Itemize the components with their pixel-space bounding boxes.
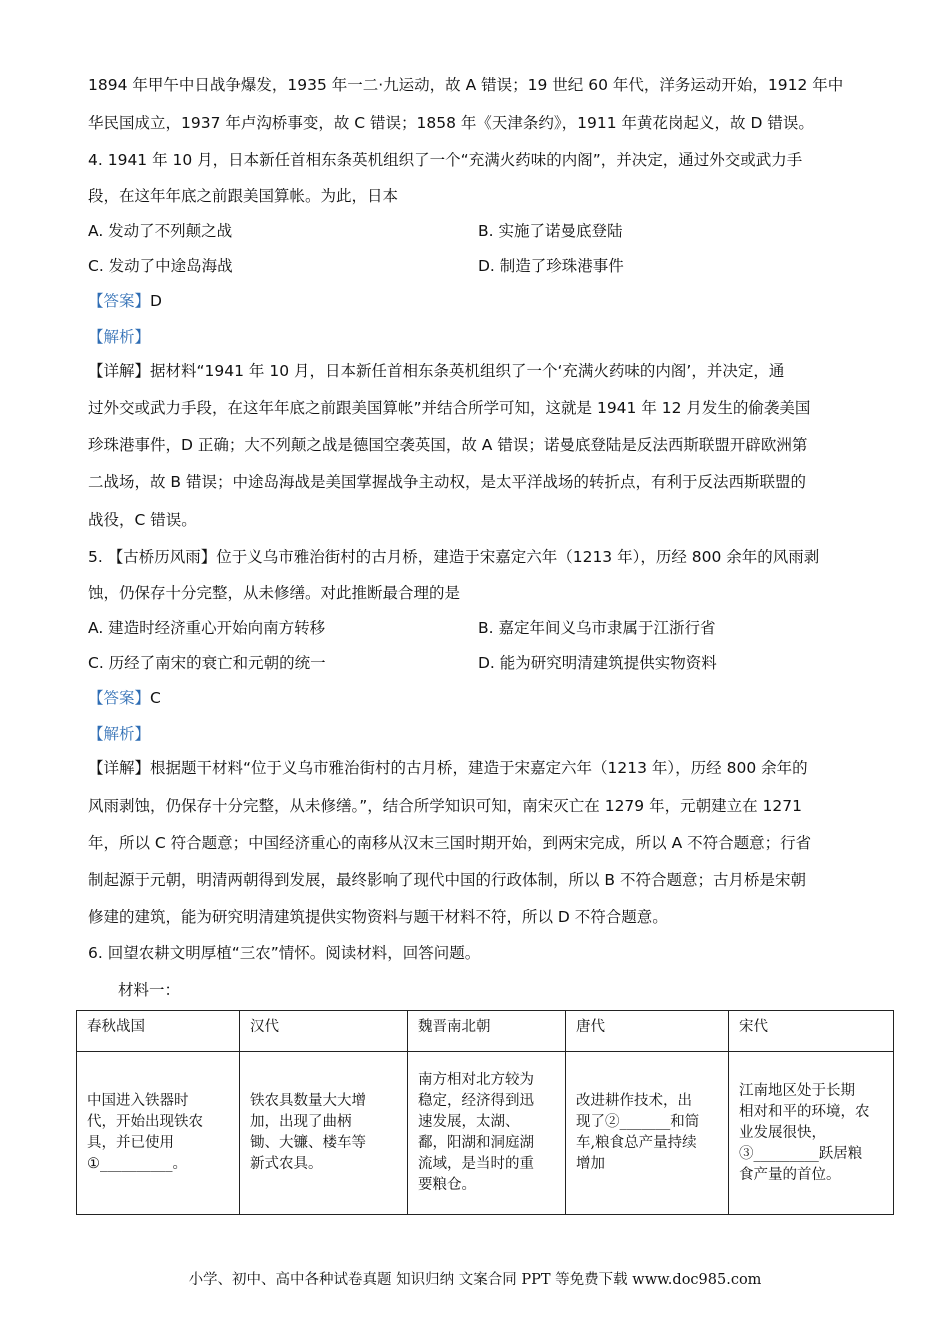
option-b: B. 嘉定年间义乌市隶属于江浙行省	[478, 619, 716, 637]
table-cell: 铁农具数量大大增 加，出现了曲柄 锄、大镰、楼车等 新式农具。	[240, 1052, 408, 1215]
paragraph-line: 1894 年甲午中日战争爆发，1935 年一二·九运动，故 A 错误；19 世纪 60 年代，洋务运动开始，1912 年中	[88, 76, 844, 94]
question-5-stem: 蚀，仍保存十分完整，从未修缮。对此推断最合理的是	[88, 584, 461, 602]
detail-line	[88, 360, 784, 382]
question-4-stem: 4. 1941 年 10 月，日本新任首相东条英机组织了一个“充满火药味的内阁”，并决定，通过外交或武力手	[88, 151, 803, 169]
table-cell: 南方相对北方较为 稳定，经济得到迅 速发展，太湖、 鄱，阳湖和洞庭湖 流域，是当时的重 要粮仓。	[408, 1052, 566, 1215]
detail-line: 二战场，故 B 错误；中途岛海战是美国掌握战争主动权，是太平洋战场的转折点，有利于反法西斯联盟的	[88, 473, 806, 491]
option-a: A. 发动了不列颠之战	[88, 222, 233, 240]
detail-line: 年，所以 C 符合题意；中国经济重心的南移从汉末三国时期开始，到两宋完成，所以 A 不符合题意；行省	[88, 834, 812, 852]
page-footer: 小学、初中、高中各种试卷真题 知识归纳 文案合同 PPT 等免费下载 www.doc985.com	[188, 1272, 762, 1288]
answer-value: C	[150, 689, 161, 707]
table-header: 宋代	[729, 1011, 894, 1052]
answer-label: 【答案】	[88, 689, 151, 707]
option-c: C. 历经了南宋的衰亡和元朝的统一	[88, 654, 326, 672]
detail-line: 珍珠港事件，D 正确；大不列颠之战是德国空袭英国，故 A 错误；诺曼底登陆是反法西斯联盟开辟欧洲第	[88, 436, 808, 454]
question-6-stem: 6. 回望农耕文明厚植“三农”情怀。阅读材料，回答问题。	[88, 944, 481, 962]
answer-line	[88, 687, 161, 709]
option-d: D. 能为研究明清建筑提供实物资料	[478, 654, 717, 672]
analysis-label: 【解析】	[88, 725, 151, 743]
table-cell: 中国进入铁器时 代，开始出现铁农 具，并已使用 ①__________。	[77, 1052, 240, 1215]
answer-label: 【答案】	[88, 292, 151, 310]
table-header-row	[77, 1011, 894, 1052]
detail-line: 过外交或武力手段，在这年年底之前跟美国算帐”并结合所学可知，这就是 1941 年 12 月发生的偷袭美国	[88, 399, 811, 417]
answer-line	[88, 290, 162, 312]
option-c: C. 发动了中途岛海战	[88, 257, 233, 275]
answer-value: D	[150, 292, 162, 310]
analysis-label: 【解析】	[88, 328, 151, 346]
table-header: 汉代	[240, 1011, 408, 1052]
detail-line: 风雨剥蚀，仍保存十分完整，从未修缮。”，结合所学知识可知，南宋灭亡在 1279 年，元朝建立在 1271	[88, 797, 802, 815]
detail-label: 【详解】	[88, 759, 151, 777]
table-cell: 江南地区处于长期 相对和平的环境，农 业发展很快， ③_________跃居粮 食产量的首位。	[729, 1052, 894, 1215]
table-cell: 改进耕作技术，出 现了②_______和筒 车,粮食总产量持续 增加	[566, 1052, 729, 1215]
detail-line: 制起源于元朝，明清两朝得到发展，最终影响了现代中国的行政体制，所以 B 不符合题意；古月桥是宋朝	[88, 871, 806, 889]
table-header: 唐代	[566, 1011, 729, 1052]
table-header: 魏晋南北朝	[408, 1011, 566, 1052]
detail-line	[88, 757, 808, 779]
material-table	[76, 1010, 894, 1215]
option-d: D. 制造了珍珠港事件	[478, 257, 624, 275]
detail-line: 修建的建筑，能为研究明清建筑提供实物资料与题干材料不符，所以 D 不符合题意。	[88, 908, 668, 926]
paragraph-line: 华民国成立，1937 年卢沟桥事变，故 C 错误；1858 年《天津条约》，1911 年黄花岗起义，故 D 错误。	[88, 114, 814, 132]
question-4-stem: 段，在这年年底之前跟美国算帐。为此，日本	[88, 187, 399, 205]
option-a: A. 建造时经济重心开始向南方转移	[88, 619, 326, 637]
table-row	[77, 1052, 894, 1215]
detail-text: 据材料“1941 年 10 月，日本新任首相东条英机组织了一个‘充满火药味的内阁’，并决定，通	[150, 362, 785, 380]
material-label: 材料一：	[118, 981, 181, 999]
detail-line: 战役，C 错误。	[88, 511, 197, 529]
detail-label: 【详解】	[88, 362, 151, 380]
detail-text: 根据题干材料“位于义乌市雅治街村的古月桥，建造于宋嘉定六年（1213 年），历经 800 余年的	[150, 759, 808, 777]
question-5-stem: 5. 【古桥历风雨】位于义乌市雅治街村的古月桥，建造于宋嘉定六年（1213 年），历经 800 余年的风雨剥	[88, 548, 820, 566]
table-header: 春秋战国	[77, 1011, 240, 1052]
option-b: B. 实施了诺曼底登陆	[478, 222, 623, 240]
